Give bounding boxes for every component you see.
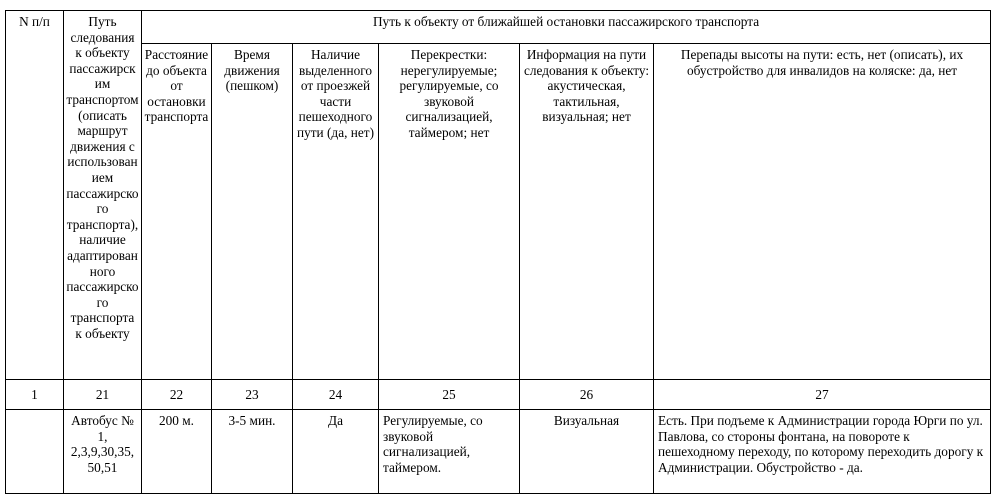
header-height: Перепады высоты на пути: есть, нет (описать), их обустройство для инвалидов на коляске: да, нет (654, 44, 991, 380)
header-distance: Расстояние до объекта от остановки транспорта (142, 44, 212, 380)
number-cell: 27 (654, 380, 991, 410)
header-group: Путь к объекту от ближайшей остановки пассажирского транспорта (142, 11, 991, 44)
header-pedestrian-path: Наличие выделенного от проезжей части пешеходного пути (да, нет) (293, 44, 379, 380)
row-height: Есть. При подъеме к Администрации города Юрги по ул. Павлова, со стороны фонтана, на повороте к пешеходному переходу, по которому переходить дорогу к Администрации. Обустройство - да. (654, 410, 991, 494)
header-info: Информация на пути следования к объекту: акустическая, тактильная, визуальная; нет (520, 44, 654, 380)
row-number (6, 410, 64, 494)
header-crossings: Перекрестки: нерегулируемые; регулируемые, со звуковой сигнализацией, таймером; нет (379, 44, 520, 380)
row-distance: 200 м. (142, 410, 212, 494)
row-info: Визуальная (520, 410, 654, 494)
number-cell: 22 (142, 380, 212, 410)
number-cell: 25 (379, 380, 520, 410)
number-cell: 24 (293, 380, 379, 410)
header-n: N п/п (6, 11, 64, 380)
header-time: Время движения (пешком) (212, 44, 293, 380)
number-cell: 23 (212, 380, 293, 410)
number-cell: 26 (520, 380, 654, 410)
row-crossings: Регулируемые, со звуковой сигнализацией, таймером. (379, 410, 520, 494)
row-time: 3-5 мин. (212, 410, 293, 494)
accessibility-route-table (5, 10, 991, 494)
header-route: Путь следования к объекту пассажирским транспортом (описать маршрут движения с использованием пассажирского транспорта), наличие адаптированного пассажирского транспорта к объекту (64, 11, 142, 380)
number-cell: 1 (6, 380, 64, 410)
row-route: Автобус № 1, 2,3,9,30,35, 50,51 (64, 410, 142, 494)
row-pedestrian-path: Да (293, 410, 379, 494)
number-cell: 21 (64, 380, 142, 410)
